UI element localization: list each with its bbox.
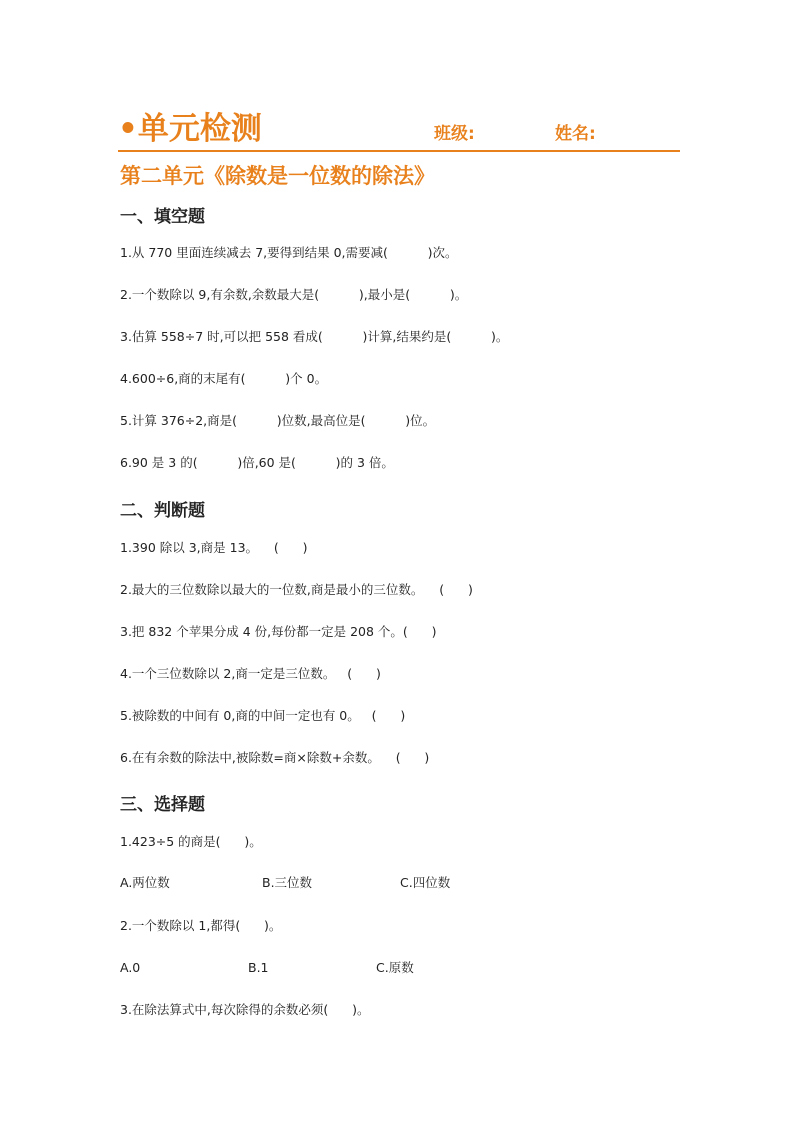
- section-multiple-choice-heading: 三、选择题: [120, 795, 205, 815]
- choice-option-b: B.1: [248, 960, 269, 975]
- fill-in-question: 3.估算 558÷7 时,可以把 558 看成( )计算,结果约是( )。: [120, 329, 509, 344]
- choice-question: 3.在除法算式中,每次除得的余数必须( )。: [120, 1002, 370, 1017]
- true-false-question: 5.被除数的中间有 0,商的中间一定也有 0。 ( ): [120, 708, 406, 723]
- choice-question: 1.423÷5 的商是( )。: [120, 834, 262, 849]
- choice-option-a: A.两位数: [120, 875, 170, 890]
- fill-in-question: 2.一个数除以 9,有余数,余数最大是( ),最小是( )。: [120, 287, 468, 302]
- fill-in-question: 1.从 770 里面连续减去 7,要得到结果 0,需要减( )次。: [120, 245, 458, 260]
- section-true-false-heading: 二、判断题: [120, 501, 205, 521]
- worksheet-header: [118, 108, 680, 152]
- choice-question: 2.一个数除以 1,都得( )。: [120, 918, 282, 933]
- fill-in-question: 4.600÷6,商的末尾有( )个 0。: [120, 371, 328, 386]
- choice-option-c: C.四位数: [400, 875, 451, 890]
- choice-option-c: C.原数: [376, 960, 414, 975]
- fill-in-question: 6.90 是 3 的( )倍,60 是( )的 3 倍。: [120, 455, 394, 470]
- section-fill-in-heading: 一、填空题: [120, 207, 205, 227]
- unit-title: 第二单元《除数是一位数的除法》: [120, 164, 435, 188]
- worksheet-title: •单元检测: [118, 111, 262, 147]
- true-false-question: 2.最大的三位数除以最大的一位数,商是最小的三位数。 ( ): [120, 582, 473, 597]
- true-false-question: 4.一个三位数除以 2,商一定是三位数。 ( ): [120, 666, 381, 681]
- name-label: 姓名:: [555, 124, 596, 144]
- true-false-question: 3.把 832 个苹果分成 4 份,每份都一定是 208 个。( ): [120, 624, 437, 639]
- choice-option-b: B.三位数: [262, 875, 313, 890]
- choice-option-a: A.0: [120, 960, 141, 975]
- fill-in-question: 5.计算 376÷2,商是( )位数,最高位是( )位。: [120, 413, 436, 428]
- true-false-question: 6.在有余数的除法中,被除数=商×除数+余数。 ( ): [120, 750, 430, 765]
- true-false-question: 1.390 除以 3,商是 13。 ( ): [120, 540, 308, 555]
- class-label: 班级:: [434, 124, 475, 144]
